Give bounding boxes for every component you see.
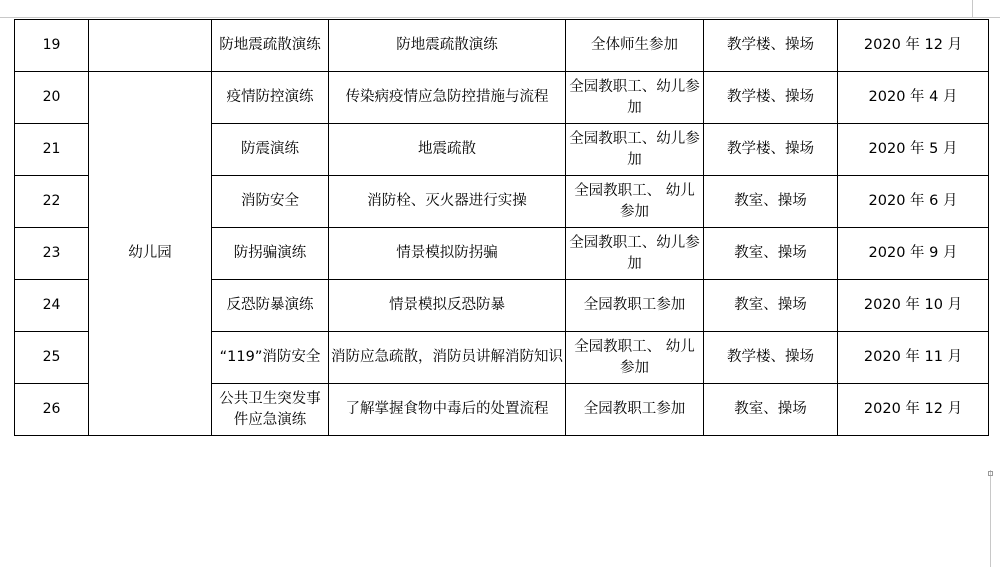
drill-content: 消防栓、灭火器进行实操 <box>329 176 566 228</box>
drill-time: 2020 年 12 月 <box>838 384 989 436</box>
drill-content: 了解掌握食物中毒后的处置流程 <box>329 384 566 436</box>
drill-content: 情景模拟反恐防暴 <box>329 280 566 332</box>
group-cell-previous <box>89 20 212 72</box>
row-number: 20 <box>15 72 89 124</box>
drill-location: 教室、操场 <box>704 280 838 332</box>
table-row <box>15 72 989 124</box>
drill-schedule-table <box>14 19 989 436</box>
drill-type: 疫情防控演练 <box>212 72 329 124</box>
row-number: 21 <box>15 124 89 176</box>
drill-type: 防震演练 <box>212 124 329 176</box>
drill-participants: 全园教职工参加 <box>566 384 704 436</box>
drill-participants: 全园教职工、幼儿参加 <box>566 228 704 280</box>
drill-type: 防地震疏散演练 <box>212 20 329 72</box>
drill-type: “119”消防安全 <box>212 332 329 384</box>
page-border-corner <box>950 17 1000 18</box>
drill-time: 2020 年 10 月 <box>838 280 989 332</box>
drill-location: 教室、操场 <box>704 228 838 280</box>
drill-location: 教学楼、操场 <box>704 124 838 176</box>
drill-content: 消防应急疏散，消防员讲解消防知识 <box>329 332 566 384</box>
drill-type: 防拐骗演练 <box>212 228 329 280</box>
row-number: 19 <box>15 20 89 72</box>
drill-content: 地震疏散 <box>329 124 566 176</box>
drill-participants: 全体师生参加 <box>566 20 704 72</box>
drill-location: 教学楼、操场 <box>704 20 838 72</box>
drill-time: 2020 年 6 月 <box>838 176 989 228</box>
drill-location: 教学楼、操场 <box>704 332 838 384</box>
drill-participants: 全园教职工、 幼儿参加 <box>566 332 704 384</box>
page-border-top <box>0 17 972 18</box>
group-cell-kindergarten: 幼儿园 <box>89 72 212 436</box>
drill-content: 情景模拟防拐骗 <box>329 228 566 280</box>
row-number: 23 <box>15 228 89 280</box>
drill-participants: 全园教职工、 幼儿参加 <box>566 176 704 228</box>
drill-location: 教学楼、操场 <box>704 72 838 124</box>
drill-content: 防地震疏散演练 <box>329 20 566 72</box>
page-border-right-lower <box>990 470 992 567</box>
table-row <box>15 20 989 72</box>
page-border-right-upper <box>972 0 973 17</box>
drill-participants: 全园教职工参加 <box>566 280 704 332</box>
drill-time: 2020 年 11 月 <box>838 332 989 384</box>
row-number: 26 <box>15 384 89 436</box>
row-number: 24 <box>15 280 89 332</box>
drill-type: 反恐防暴演练 <box>212 280 329 332</box>
row-number: 25 <box>15 332 89 384</box>
row-number: 22 <box>15 176 89 228</box>
drill-content: 传染病疫情应急防控措施与流程 <box>329 72 566 124</box>
drill-participants: 全园教职工、幼儿参加 <box>566 124 704 176</box>
paragraph-mark-icon <box>988 471 993 476</box>
drill-location: 教室、操场 <box>704 384 838 436</box>
drill-time: 2020 年 12 月 <box>838 20 989 72</box>
drill-participants: 全园教职工、幼儿参加 <box>566 72 704 124</box>
drill-time: 2020 年 4 月 <box>838 72 989 124</box>
drill-type: 消防安全 <box>212 176 329 228</box>
drill-type: 公共卫生突发事件应急演练 <box>212 384 329 436</box>
drill-location: 教室、操场 <box>704 176 838 228</box>
drill-time: 2020 年 5 月 <box>838 124 989 176</box>
drill-time: 2020 年 9 月 <box>838 228 989 280</box>
